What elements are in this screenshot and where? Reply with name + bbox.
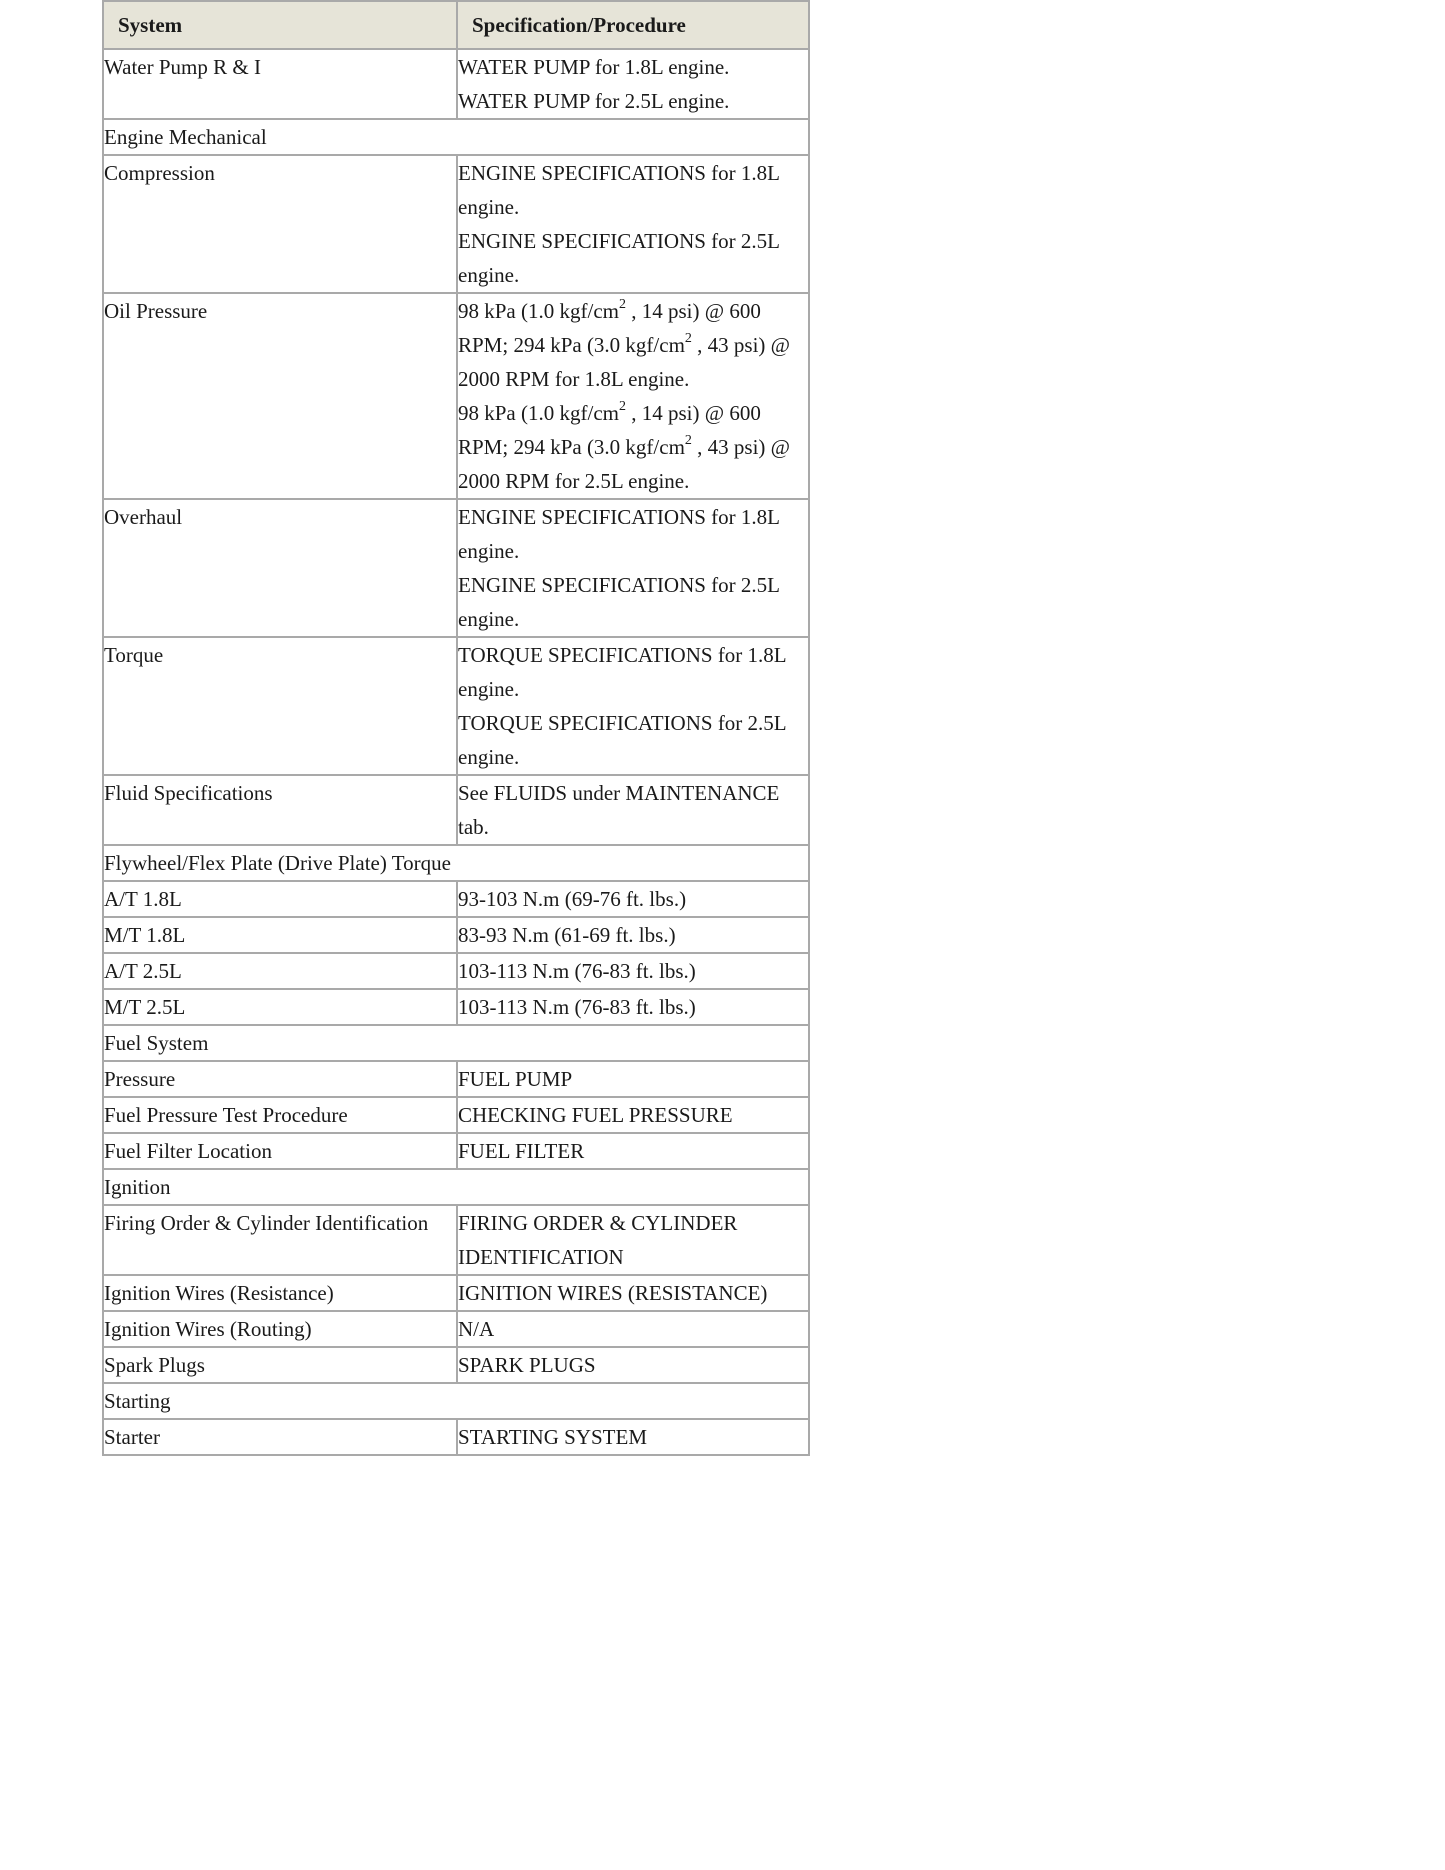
section-label: Engine Mechanical [103,119,809,155]
section-row [103,119,809,155]
specification-line: 93-103 N.m (69-76 ft. lbs.) [458,887,687,911]
section-label: Fuel System [103,1025,809,1061]
specification-cell [457,989,809,1025]
specification-cell [457,293,809,499]
table-row [103,637,809,775]
specification-text: , 43 psi) @ 2000 RPM for 1.8L engine. [458,333,791,391]
specification-line: 83-93 N.m (61-69 ft. lbs.) [458,923,676,947]
table-row [103,1275,809,1311]
specification-line: CHECKING FUEL PRESSURE [458,1103,733,1127]
specification-line: 103-113 N.m (76-83 ft. lbs.) [458,959,696,983]
section-row [103,1169,809,1205]
table-row [103,155,809,293]
specification-cell [457,1419,809,1455]
specification-line [458,294,808,396]
table-header [103,1,809,49]
column-header-system: System [103,1,457,49]
system-cell: Torque [103,637,457,775]
specification-table [102,0,810,1456]
specification-line: WATER PUMP for 1.8L engine. [458,55,730,79]
specification-cell [457,953,809,989]
system-cell: Water Pump R & I [103,49,457,119]
system-cell: Fluid Specifications [103,775,457,845]
table-row [103,1133,809,1169]
specification-line: ENGINE SPECIFICATIONS for 1.8L engine. [458,161,780,219]
specification-text: , 14 psi) @ 600 RPM; 294 kPa (3.0 kgf/cm [458,401,761,459]
table-row [103,881,809,917]
specification-line: ENGINE SPECIFICATIONS for 2.5L engine. [458,229,780,287]
specification-cell [457,49,809,119]
table-row [103,917,809,953]
specification-line: ENGINE SPECIFICATIONS for 1.8L engine. [458,505,780,563]
specification-cell [457,1311,809,1347]
system-cell: Oil Pressure [103,293,457,499]
table-row [103,293,809,499]
specification-cell [457,1347,809,1383]
table-row [103,1097,809,1133]
section-label: Flywheel/Flex Plate (Drive Plate) Torque [103,845,809,881]
superscript: 2 [618,297,626,312]
system-cell: Starter [103,1419,457,1455]
system-cell: M/T 1.8L [103,917,457,953]
system-cell: Overhaul [103,499,457,637]
table-row [103,953,809,989]
table-row [103,49,809,119]
table-body [103,49,809,1455]
specification-cell [457,917,809,953]
specification-line: TORQUE SPECIFICATIONS for 2.5L engine. [458,711,786,769]
table-row [103,1205,809,1275]
specification-line: ENGINE SPECIFICATIONS for 2.5L engine. [458,573,780,631]
specification-cell [457,637,809,775]
specification-cell [457,155,809,293]
specification-cell [457,1061,809,1097]
specification-text: 98 kPa (1.0 kgf/cm [458,401,619,425]
table-row [103,1311,809,1347]
table-row [103,499,809,637]
specification-line: FUEL PUMP [458,1067,573,1091]
specification-cell [457,499,809,637]
section-row [103,845,809,881]
system-cell: A/T 1.8L [103,881,457,917]
specification-text: , 14 psi) @ 600 RPM; 294 kPa (3.0 kgf/cm [458,299,761,357]
specification-line: N/A [458,1317,495,1341]
specification-cell [457,1133,809,1169]
system-cell: Firing Order & Cylinder Identification [103,1205,457,1275]
specification-text: , 43 psi) @ 2000 RPM for 2.5L engine. [458,435,791,493]
specification-cell [457,1097,809,1133]
specification-line: IGNITION WIRES (RESISTANCE) [458,1281,768,1305]
specification-line [458,396,808,498]
specification-line: SPARK PLUGS [458,1353,596,1377]
specification-line: STARTING SYSTEM [458,1425,647,1449]
section-label: Starting [103,1383,809,1419]
system-cell: Fuel Filter Location [103,1133,457,1169]
specification-cell [457,1205,809,1275]
specification-cell [457,1275,809,1311]
table-row [103,1419,809,1455]
system-cell: Pressure [103,1061,457,1097]
specification-line: See FLUIDS under MAINTENANCE tab. [458,781,780,839]
specification-line: WATER PUMP for 2.5L engine. [458,89,730,113]
table-row [103,775,809,845]
system-cell: M/T 2.5L [103,989,457,1025]
superscript: 2 [684,433,692,448]
section-label: Ignition [103,1169,809,1205]
table-row [103,1347,809,1383]
section-row [103,1025,809,1061]
specification-cell [457,881,809,917]
specification-line: TORQUE SPECIFICATIONS for 1.8L engine. [458,643,786,701]
specification-text: 98 kPa (1.0 kgf/cm [458,299,619,323]
specification-line: FIRING ORDER & CYLINDER IDENTIFICATION [458,1211,738,1269]
system-cell: Ignition Wires (Resistance) [103,1275,457,1311]
table-row [103,1061,809,1097]
system-cell: Ignition Wires (Routing) [103,1311,457,1347]
system-cell: Compression [103,155,457,293]
table-row [103,989,809,1025]
system-cell: A/T 2.5L [103,953,457,989]
system-cell: Fuel Pressure Test Procedure [103,1097,457,1133]
superscript: 2 [684,331,692,346]
column-header-specification: Specification/Procedure [457,1,809,49]
header-row [103,1,809,49]
system-cell: Spark Plugs [103,1347,457,1383]
section-row [103,1383,809,1419]
specification-line: 103-113 N.m (76-83 ft. lbs.) [458,995,696,1019]
specification-line: FUEL FILTER [458,1139,585,1163]
specification-cell [457,775,809,845]
superscript: 2 [618,399,626,414]
